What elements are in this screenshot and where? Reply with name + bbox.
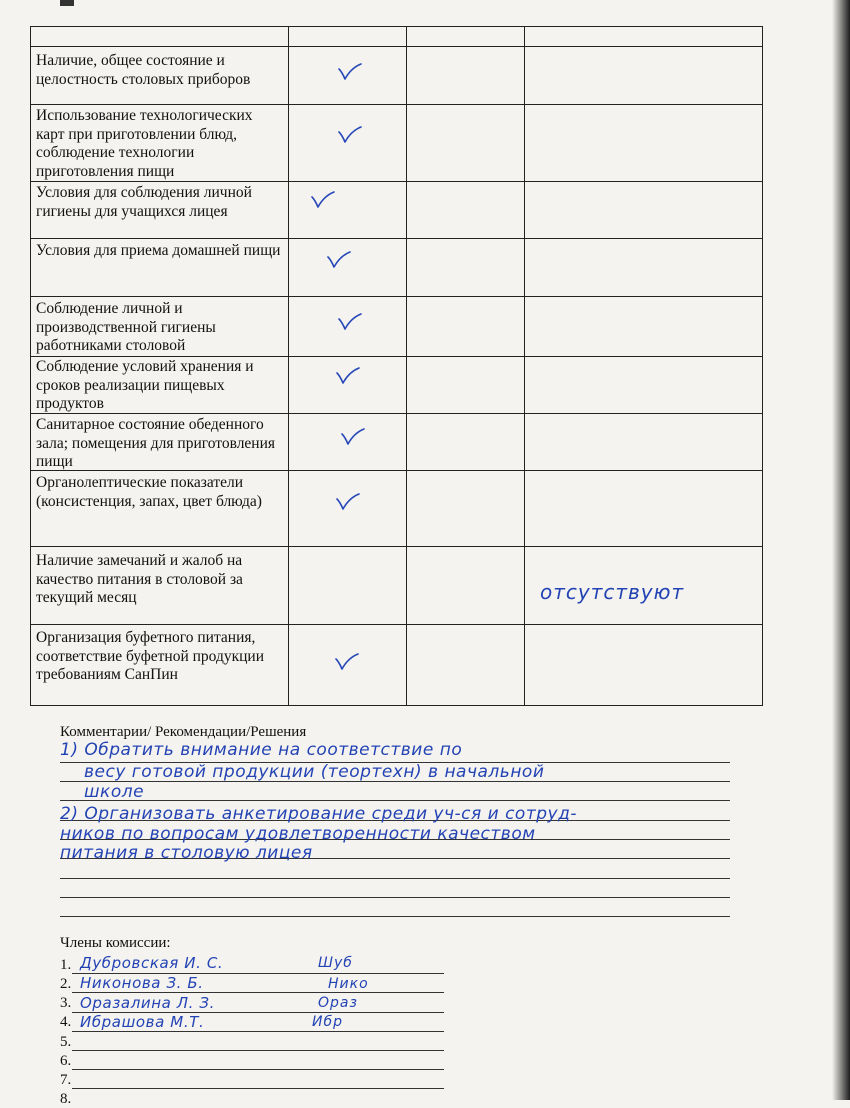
member-name: Оразалина Л. З. xyxy=(80,994,215,1012)
comment-line: весу готовой продукции (теортехн) в начальной xyxy=(84,762,545,782)
member-number: 5. xyxy=(60,1034,72,1050)
table-row-criterion: Соблюдение условий хранения и сроков реализации пищевых продуктов xyxy=(36,358,254,412)
table-row-criterion: Организация буфетного питания, соответствие буфетной продукции требованиям СанПин xyxy=(36,629,265,683)
comment-line: питания в столовую лицея xyxy=(60,843,313,863)
member-signature: Шуб xyxy=(318,955,353,971)
comment-line: ников по вопросам удовлетворенности качеством xyxy=(60,824,536,844)
check-mark-icon xyxy=(334,652,360,672)
table-row-criterion: Соблюдение личной и производственной гигиены работниками столовой xyxy=(36,300,216,354)
check-mark-icon xyxy=(310,190,336,210)
table-row-criterion: Наличие замечаний и жалоб на качество питания в столовой за текущий месяц xyxy=(36,552,243,606)
table-row-criterion: Использование технологических карт при приготовлении блюд, соблюдение технологии приготовления пищи xyxy=(36,107,253,180)
member-name: Дубровская И. С. xyxy=(80,954,224,972)
scan-mark xyxy=(60,0,74,6)
handwritten-remark: отсутствуют xyxy=(540,580,685,604)
check-mark-icon xyxy=(337,125,363,145)
member-number: 6. xyxy=(60,1053,72,1069)
member-number: 7. xyxy=(60,1072,72,1088)
member-number: 4. xyxy=(60,1014,72,1030)
table-row-criterion: Наличие, общее состояние и целостность столовых приборов xyxy=(36,52,251,88)
comment-line: школе xyxy=(84,782,145,802)
check-mark-icon xyxy=(340,427,366,447)
member-number: 2. xyxy=(60,976,72,992)
member-signature: Ораз xyxy=(318,995,358,1011)
member-number: 1. xyxy=(60,957,72,973)
comments-title: Комментарии/ Рекомендации/Решения xyxy=(60,724,307,740)
member-signature: Ибр xyxy=(312,1014,343,1030)
check-mark-icon xyxy=(335,492,361,512)
member-name: Ибрашова М.Т. xyxy=(80,1013,205,1031)
check-mark-icon xyxy=(335,366,361,386)
table-row-criterion: Органолептические показатели (консистенция, запах, цвет блюда) xyxy=(36,474,262,510)
member-signature: Нико xyxy=(328,976,369,992)
member-number: 8. xyxy=(60,1091,72,1107)
commission-title: Члены комиссии: xyxy=(60,935,171,951)
check-mark-icon xyxy=(337,312,363,332)
table-row-criterion: Условия для соблюдения личной гигиены для учащихся лицея xyxy=(36,184,252,220)
member-name: Никонова З. Б. xyxy=(80,974,204,992)
check-mark-icon xyxy=(337,62,363,82)
check-mark-icon xyxy=(326,250,352,270)
comment-line: 2) Организовать анкетирование среди уч-ся и сотруд- xyxy=(60,804,577,824)
table-row-criterion: Санитарное состояние обеденного зала; помещения для приготовления пищи xyxy=(36,416,276,470)
scan-edge-shadow xyxy=(832,0,850,1100)
comment-line: 1) Обратить внимание на соответствие по xyxy=(60,740,463,760)
table-row-criterion: Условия для приема домашней пищи xyxy=(36,242,281,259)
member-number: 3. xyxy=(60,995,72,1011)
